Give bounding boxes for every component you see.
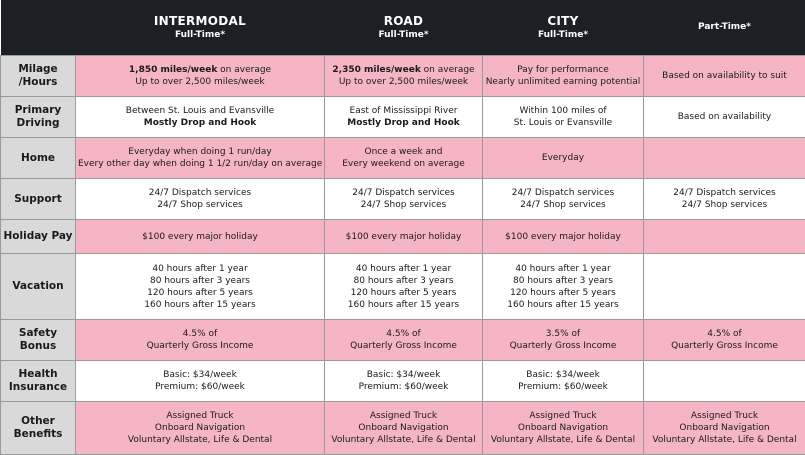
cell-line: Onboard Navigation xyxy=(646,422,803,434)
row-label xyxy=(1,97,76,138)
cell-city xyxy=(483,402,644,455)
cell-line: Every weekend on average xyxy=(327,158,480,170)
text: on average xyxy=(421,65,475,75)
cell-line: 24/7 Dispatch services xyxy=(327,187,480,199)
cell-part-time xyxy=(644,254,805,320)
header-subtitle: Full-Time* xyxy=(325,29,483,42)
cell-part-time xyxy=(644,179,805,220)
row-label-line: Health xyxy=(18,368,57,380)
header-title: INTERMODAL xyxy=(76,13,325,29)
cell-line: Based on availability xyxy=(646,111,803,123)
cell-line: 4.5% of xyxy=(327,328,480,340)
cell-line: Basic: $34/week xyxy=(78,369,322,381)
row-label-line: Insurance xyxy=(9,381,67,393)
row-label-line: Primary xyxy=(15,104,62,116)
row-label: Support xyxy=(1,179,76,220)
header-row xyxy=(1,0,805,56)
row-vacation xyxy=(1,254,805,320)
row-label-line: Other xyxy=(21,415,55,427)
cell-intermodal xyxy=(76,361,325,402)
bold-text: 2,350 miles/week xyxy=(332,65,420,75)
cell-city xyxy=(483,97,644,138)
cell-road xyxy=(325,361,483,402)
header-title: ROAD xyxy=(325,13,483,29)
cell-line: Premium: $60/week xyxy=(327,381,480,393)
header-part-time xyxy=(644,0,805,56)
row-holiday-pay xyxy=(1,220,805,254)
cell-road xyxy=(325,402,483,455)
cell-line: Assigned Truck xyxy=(327,410,480,422)
cell-road xyxy=(325,254,483,320)
cell-line: 80 hours after 3 years xyxy=(327,275,480,287)
cell-part-time xyxy=(644,402,805,455)
header-intermodal xyxy=(76,0,325,56)
cell-part-time xyxy=(644,320,805,361)
cell-line: 80 hours after 3 years xyxy=(485,275,641,287)
cell-line: 4.5% of xyxy=(646,328,803,340)
row-label xyxy=(1,361,76,402)
cell-line: 80 hours after 3 years xyxy=(78,275,322,287)
row-label-line: Bonus xyxy=(20,340,56,352)
cell-line: Nearly unlimited earning potential xyxy=(485,76,641,88)
cell-line xyxy=(327,64,480,76)
cell-line: Premium: $60/week xyxy=(78,381,322,393)
cell-road xyxy=(325,179,483,220)
row-label-line: /Hours xyxy=(19,76,58,88)
row-label-line: Driving xyxy=(17,117,60,129)
cell-line: Assigned Truck xyxy=(485,410,641,422)
cell-intermodal: $100 every major holiday xyxy=(76,220,325,254)
cell-intermodal xyxy=(76,402,325,455)
row-label xyxy=(1,402,76,455)
row-label-line: Safety xyxy=(19,327,57,339)
cell-line: Assigned Truck xyxy=(78,410,322,422)
cell-line: Voluntary Allstate, Life & Dental xyxy=(646,434,803,446)
cell-road xyxy=(325,56,483,97)
header-subtitle: Full-Time* xyxy=(483,29,644,42)
cell-part-time xyxy=(644,138,805,179)
cell-line: 24/7 Shop services xyxy=(485,199,641,211)
cell-line: Voluntary Allstate, Life & Dental xyxy=(78,434,322,446)
header-city xyxy=(483,0,644,56)
header-subtitle: Full-Time* xyxy=(76,29,325,42)
cell-line: Onboard Navigation xyxy=(327,422,480,434)
cell-line: Every other day when doing 1 1/2 run/day on average xyxy=(78,158,322,170)
cell-line: Assigned Truck xyxy=(646,410,803,422)
cell-line: Voluntary Allstate, Life & Dental xyxy=(485,434,641,446)
cell-line: 40 hours after 1 year xyxy=(485,263,641,275)
row-label xyxy=(1,320,76,361)
cell-line: 24/7 Shop services xyxy=(78,199,322,211)
cell-line: Voluntary Allstate, Life & Dental xyxy=(327,434,480,446)
cell-line: East of Mississippi River xyxy=(327,105,480,117)
cell-city xyxy=(483,320,644,361)
header-title: CITY xyxy=(483,13,644,29)
cell-line: Between St. Louis and Evansville xyxy=(78,105,322,117)
cell-line: 4.5% of xyxy=(78,328,322,340)
row-primary-driving xyxy=(1,97,805,138)
cell-line: 24/7 Dispatch services xyxy=(646,187,803,199)
cell-line: 120 hours after 5 years xyxy=(485,287,641,299)
cell-city xyxy=(483,56,644,97)
cell-line: 160 hours after 15 years xyxy=(327,299,480,311)
row-label: Holiday Pay xyxy=(1,220,76,254)
cell-line: Onboard Navigation xyxy=(78,422,322,434)
cell-line: 40 hours after 1 year xyxy=(78,263,322,275)
cell-part-time xyxy=(644,361,805,402)
cell-line: Based on availability to suit xyxy=(646,70,803,82)
header-road xyxy=(325,0,483,56)
cell-intermodal xyxy=(76,254,325,320)
row-label: Home xyxy=(1,138,76,179)
header-corner xyxy=(1,0,76,56)
cell-road: $100 every major holiday xyxy=(325,220,483,254)
cell-intermodal xyxy=(76,97,325,138)
cell-line: Mostly Drop and Hook xyxy=(327,117,480,129)
cell-line: Pay for performance xyxy=(485,64,641,76)
cell-line: 120 hours after 5 years xyxy=(78,287,322,299)
cell-part-time xyxy=(644,56,805,97)
cell-line: 40 hours after 1 year xyxy=(327,263,480,275)
cell-line: 160 hours after 15 years xyxy=(78,299,322,311)
cell-line: 24/7 Dispatch services xyxy=(78,187,322,199)
cell-line: Onboard Navigation xyxy=(485,422,641,434)
cell-line: Quarterly Gross Income xyxy=(646,340,803,352)
cell-line: 24/7 Dispatch services xyxy=(485,187,641,199)
cell-city: $100 every major holiday xyxy=(483,220,644,254)
cell-line: Up to over 2,500 miles/week xyxy=(78,76,322,88)
text: on average xyxy=(217,65,271,75)
cell-road xyxy=(325,138,483,179)
cell-line: 3.5% of xyxy=(485,328,641,340)
row-label xyxy=(1,56,76,97)
cell-city xyxy=(483,254,644,320)
cell-line: Once a week and xyxy=(327,146,480,158)
cell-line: Within 100 miles of xyxy=(485,105,641,117)
cell-city xyxy=(483,361,644,402)
cell-line: Basic: $34/week xyxy=(485,369,641,381)
cell-intermodal xyxy=(76,138,325,179)
cell-line: 24/7 Shop services xyxy=(327,199,480,211)
cell-intermodal xyxy=(76,320,325,361)
cell-line xyxy=(78,64,322,76)
row-other-benefits xyxy=(1,402,805,455)
cell-road xyxy=(325,320,483,361)
cell-line: Basic: $34/week xyxy=(327,369,480,381)
cell-line: Mostly Drop and Hook xyxy=(78,117,322,129)
cell-line: Quarterly Gross Income xyxy=(327,340,480,352)
row-milage xyxy=(1,56,805,97)
row-label-line: Benefits xyxy=(14,428,63,440)
cell-road xyxy=(325,97,483,138)
cell-city xyxy=(483,179,644,220)
row-safety-bonus xyxy=(1,320,805,361)
cell-part-time xyxy=(644,220,805,254)
cell-line: Premium: $60/week xyxy=(485,381,641,393)
bold-text: 1,850 miles/week xyxy=(129,65,217,75)
cell-line: 24/7 Shop services xyxy=(646,199,803,211)
cell-city xyxy=(483,138,644,179)
cell-line: Everyday xyxy=(485,152,641,164)
cell-intermodal xyxy=(76,56,325,97)
row-home xyxy=(1,138,805,179)
cell-intermodal xyxy=(76,179,325,220)
cell-line: 120 hours after 5 years xyxy=(327,287,480,299)
cell-line: Up to over 2,500 miles/week xyxy=(327,76,480,88)
cell-line: Quarterly Gross Income xyxy=(78,340,322,352)
row-label-line: Milage xyxy=(18,63,57,75)
row-support xyxy=(1,179,805,220)
row-health-insurance xyxy=(1,361,805,402)
row-label: Vacation xyxy=(1,254,76,320)
cell-line: Everyday when doing 1 run/day xyxy=(78,146,322,158)
header-title: Part-Time* xyxy=(644,21,805,34)
cell-line: 160 hours after 15 years xyxy=(485,299,641,311)
cell-line: St. Louis or Evansville xyxy=(485,117,641,129)
cell-part-time xyxy=(644,97,805,138)
cell-line: Quarterly Gross Income xyxy=(485,340,641,352)
